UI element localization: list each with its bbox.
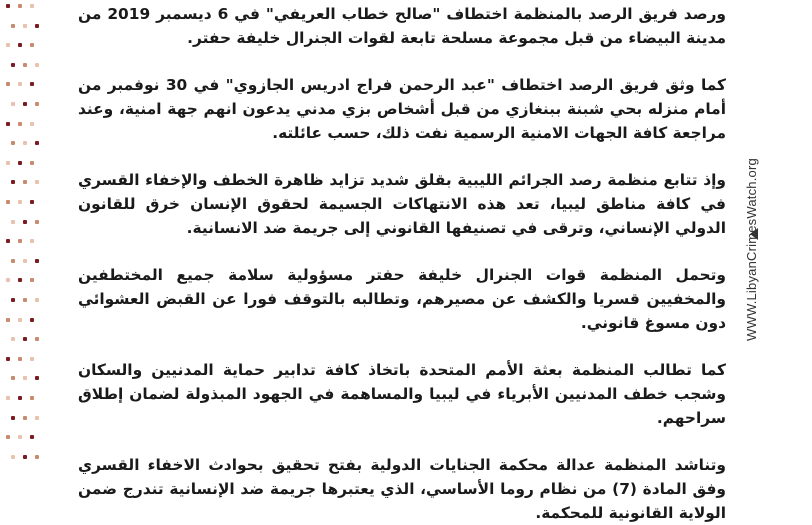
- decorative-dot: [11, 416, 15, 420]
- paragraph: ورصد فريق الرصد بالمنظمة اختطاف "صالح خطاب العريفي" في 6 ديسمبر 2019 من مدينة البيضاء من قبل مجموعة مسلحة تابعة لقوات الجنرال خليفة حفتر.: [78, 5, 726, 47]
- sidebar: [736, 0, 794, 480]
- decorative-dot: [11, 376, 15, 380]
- article-body: [78, 2, 726, 525]
- decorative-dot: [30, 122, 34, 126]
- decorative-dot: [11, 63, 15, 67]
- decorative-dot: [18, 43, 22, 47]
- decorative-dot: [6, 435, 10, 439]
- decorative-dot: [18, 200, 22, 204]
- decorative-dot: [11, 298, 15, 302]
- decorative-dot: [6, 357, 10, 361]
- decorative-dot: [6, 396, 10, 400]
- decorative-dot: [35, 63, 39, 67]
- decorative-dot: [18, 122, 22, 126]
- decorative-dot: [35, 180, 39, 184]
- decorative-dot: [23, 298, 27, 302]
- decorative-dot: [35, 259, 39, 263]
- decorative-dot: [23, 102, 27, 106]
- site-url: WWW.LibyanCrimesWatch.org: [744, 158, 759, 341]
- decorative-dot: [18, 4, 22, 8]
- decorative-dot: [6, 239, 10, 243]
- decorative-dot-pattern: [6, 4, 46, 476]
- decorative-dot: [6, 161, 10, 165]
- decorative-dot: [18, 161, 22, 165]
- decorative-dot: [6, 122, 10, 126]
- decorative-dot: [18, 357, 22, 361]
- decorative-dot: [11, 24, 15, 28]
- decorative-dot: [30, 82, 34, 86]
- decorative-dot: [18, 239, 22, 243]
- decorative-dot: [30, 435, 34, 439]
- decorative-dot: [35, 337, 39, 341]
- decorative-dot: [18, 82, 22, 86]
- decorative-dot: [30, 43, 34, 47]
- paragraph: وتحمل المنظمة قوات الجنرال خليفة حفتر مسؤولية سلامة جميع المختطفين والمخفيين قسريا والكشف عن مصيرهم، وتطالبه بالتوقف فورا عن القبض العشوائي دون مسوغ قانوني.: [78, 266, 726, 332]
- decorative-dot: [18, 396, 22, 400]
- decorative-dot: [6, 4, 10, 8]
- decorative-dot: [11, 259, 15, 263]
- paragraph: كما وثق فريق الرصد اختطاف "عبد الرحمن فراج ادريس الجازوي" في 30 نوفمبر من أمام منزله بحي شبنة ببنغازي من قبل أشخاص بزي مدني يدعون انهم جهة امنية، وعند مراجعة كافة الجهات الامنية الرسمية نفت ذلك، حسب عائلته.: [78, 76, 726, 142]
- decorative-dot: [23, 376, 27, 380]
- decorative-dot: [23, 24, 27, 28]
- paragraph: وتناشد المنظمة عدالة محكمة الجنايات الدولية بفتح تحقيق بحوادث الاخفاء القسري وفق المادة (7) من نظام روما الأساسي، الذي يعتبرها جريمة ضد الإنسانية تندرج ضمن الولاية القانونية للمحكمة.: [78, 456, 726, 522]
- decorative-dot: [30, 318, 34, 322]
- decorative-dot: [23, 337, 27, 341]
- decorative-dot: [6, 82, 10, 86]
- decorative-dot: [23, 416, 27, 420]
- decorative-dot: [11, 102, 15, 106]
- decorative-dot: [30, 200, 34, 204]
- decorative-dot: [18, 318, 22, 322]
- decorative-dot: [35, 141, 39, 145]
- decorative-dot: [11, 220, 15, 224]
- decorative-dot: [30, 278, 34, 282]
- decorative-dot: [35, 376, 39, 380]
- decorative-dot: [11, 337, 15, 341]
- decorative-dot: [23, 455, 27, 459]
- arrow-left-icon: [750, 228, 758, 240]
- decorative-dot: [23, 63, 27, 67]
- decorative-dot: [11, 180, 15, 184]
- decorative-dot: [35, 220, 39, 224]
- paragraph: كما تطالب المنظمة بعثة الأمم المتحدة باتخاذ كافة تدابير حماية المدنيين والسكان وشجب خطف المدنيين الأبرياء في ليبيا والمساهمة في الجهود المبذولة لضمان إطلاق سراحهم.: [78, 361, 726, 427]
- decorative-dot: [35, 298, 39, 302]
- decorative-dot: [23, 141, 27, 145]
- decorative-dot: [30, 161, 34, 165]
- decorative-dot: [18, 435, 22, 439]
- decorative-dot: [6, 278, 10, 282]
- decorative-dot: [11, 455, 15, 459]
- decorative-dot: [23, 220, 27, 224]
- decorative-dot: [30, 357, 34, 361]
- decorative-dot: [30, 4, 34, 8]
- decorative-dot: [6, 200, 10, 204]
- decorative-dot: [30, 239, 34, 243]
- decorative-dot: [6, 43, 10, 47]
- decorative-dot: [23, 259, 27, 263]
- decorative-dot: [11, 141, 15, 145]
- decorative-dot: [23, 180, 27, 184]
- decorative-dot: [30, 396, 34, 400]
- paragraph: وإذ تتابع منظمة رصد الجرائم الليبية بقلق شديد تزايد ظاهرة الخطف والإخفاء القسري في كافة مناطق ليبيا، تعد هذه الانتهاكات الجسيمة لحقوق الإنسان خرق للقانون الدولي الإنساني، وترقى في تصنيفها القانوني إلى جريمة ضد الانسانية.: [78, 171, 726, 237]
- decorative-dot: [18, 278, 22, 282]
- decorative-dot: [35, 102, 39, 106]
- decorative-dot: [35, 455, 39, 459]
- decorative-dot: [35, 416, 39, 420]
- decorative-dot: [6, 318, 10, 322]
- decorative-dot: [35, 24, 39, 28]
